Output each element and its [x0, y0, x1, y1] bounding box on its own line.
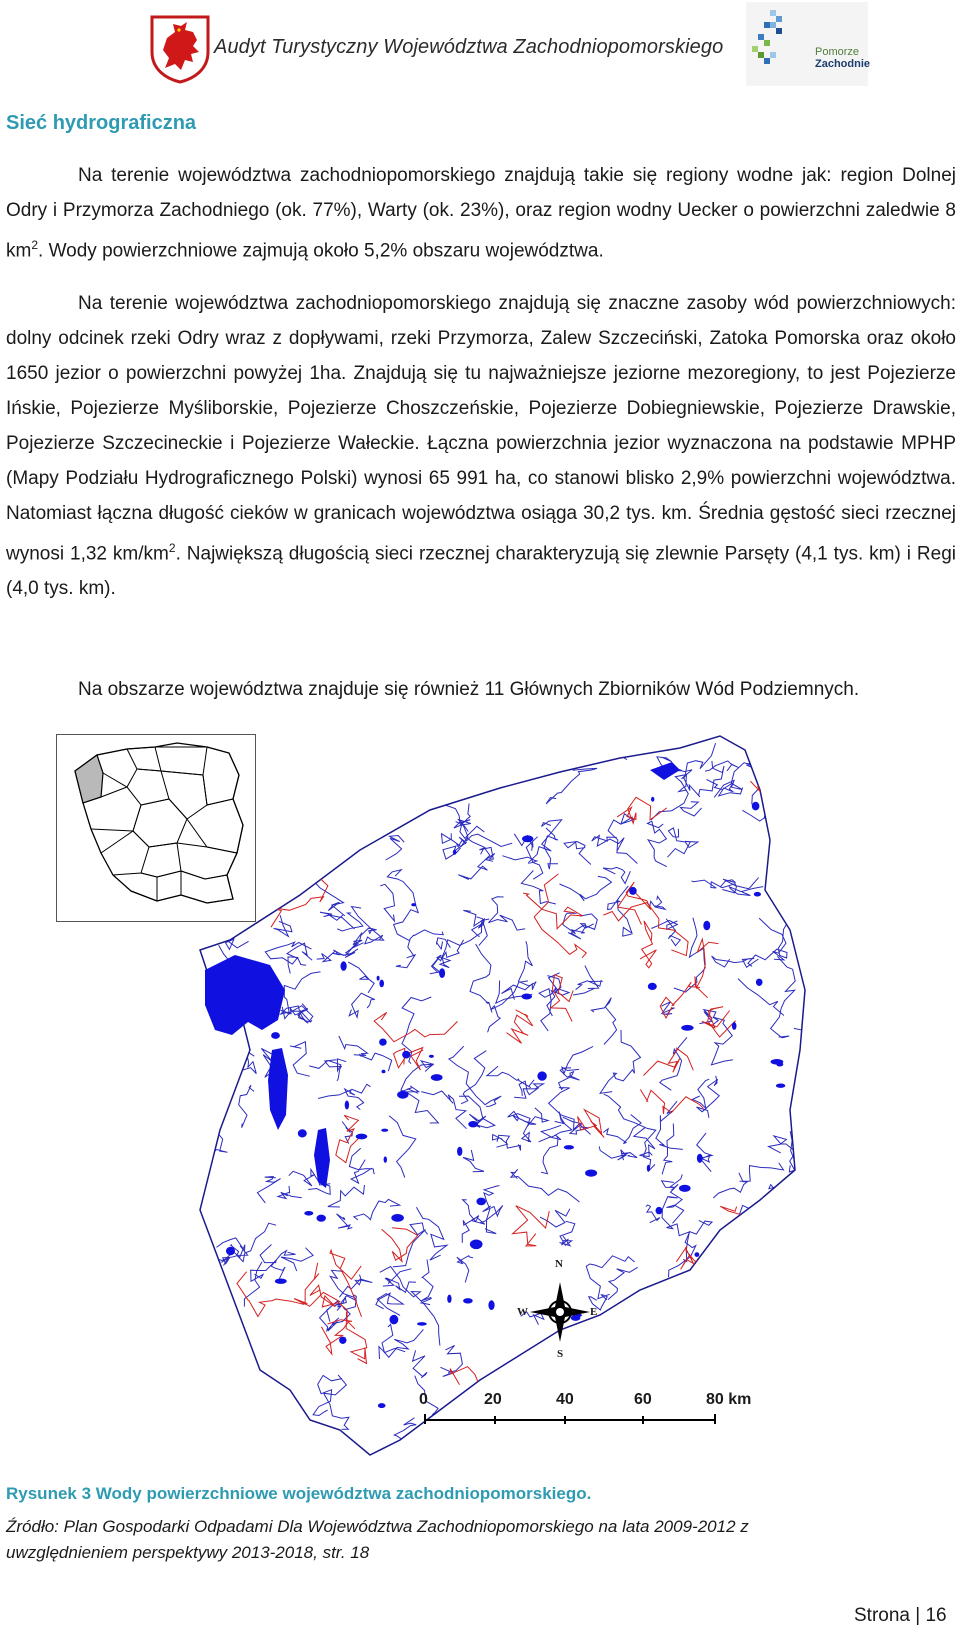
river-line: [239, 832, 258, 847]
river-line: [333, 754, 357, 802]
river-line: [709, 1330, 743, 1387]
lake: [381, 1129, 388, 1132]
river-line: [633, 1438, 673, 1460]
figure-caption: Rysunek 3 Wody powierzchniowe województwa zachodniopomorskiego.: [6, 1484, 592, 1503]
river-line: [764, 796, 785, 822]
superscript: 2: [31, 238, 39, 252]
river-line: [756, 1331, 792, 1358]
river-line: [676, 1305, 723, 1346]
paragraph-text: . Wody powierzchniowe zajmują około 5,2% obszaru województwa.: [38, 240, 604, 262]
lake: [470, 1240, 483, 1250]
river-line: [773, 1361, 803, 1390]
river-line: [264, 796, 299, 829]
catchment-border: [280, 1416, 311, 1445]
river-line: [209, 1358, 224, 1425]
logo-line2: Zachodnie: [815, 58, 871, 70]
paragraph-text: Na terenie województwa zachodniopomorskiego znajdują się znaczne zasoby wód powierzchniowych: dolny odcinek rzeki Odry wraz z dopływami, rzeki Przymorza, Zalew Szczeciński, Zatoka Pomorska oraz około 1650 jezior o powierzchni powyżej 1ha. Znajdują się tu najważniejsze jeziorne mezoregiony, to jest Pojezierze Ińskie, Pojezierze Myśliborskie, Pojezierze Choszczeńskie, Pojezierze Dobiegniewskie, Pojezierze Drawskie, Pojezierze Szczecineckie i Pojezierze Wałeckie. Łączna powierzchnia jezior wyznaczona na podstawie MPHP (Mapy Podziału Hydrograficznego Polski) wynosi 65 991 ha, co stanowi blisko 2,9% powierzchni województwa. Natomiast łączna długość cieków w granicach województwa osiąga 30,2 tys. km. Średnia gęstość sieci rzecznej wynosi 1,32 km/km: [6, 293, 956, 565]
paragraph-water-resources: [6, 286, 956, 606]
lake: [232, 1388, 244, 1392]
river-line: [213, 1366, 243, 1394]
section-heading: Sieć hydrograficzna: [6, 112, 197, 134]
logo-line1: Pomorze: [815, 46, 860, 58]
catchment-border: [246, 793, 309, 835]
lake: [431, 1074, 443, 1081]
lake: [457, 1147, 462, 1156]
lake: [776, 1084, 785, 1088]
lake: [773, 1288, 779, 1295]
paragraph-groundwater: [6, 672, 956, 707]
lake: [275, 1279, 287, 1284]
lake: [411, 903, 416, 906]
river-line: [211, 851, 252, 872]
river-line: [718, 1233, 740, 1253]
river-line: [603, 748, 627, 760]
lake: [585, 1170, 597, 1177]
lake: [754, 892, 761, 897]
lake: [226, 1247, 235, 1256]
lake: [651, 797, 654, 802]
river-line: [776, 1179, 802, 1229]
catchment-border: [336, 781, 372, 818]
page-header: [0, 0, 960, 92]
source-line: uwzględnieniem perspektywy 2013-2018, str. 18: [6, 1543, 370, 1562]
lake: [417, 1322, 427, 1326]
scale-label-60: 60: [634, 1391, 652, 1408]
catchment-border: [532, 1371, 555, 1411]
river-line: [307, 764, 330, 799]
river-line: [587, 1368, 607, 1400]
river-line: [741, 1229, 759, 1242]
lake: [304, 1211, 313, 1216]
lake: [463, 1298, 473, 1303]
lake: [402, 1051, 410, 1059]
river-line: [364, 788, 381, 803]
river-line: [750, 1210, 768, 1245]
river-line: [541, 1444, 569, 1460]
region-outline: [200, 736, 805, 1455]
river-line: [311, 797, 337, 814]
river-line: [293, 1432, 317, 1448]
river-line: [803, 737, 831, 759]
lake: [703, 921, 710, 930]
surface-water-map-figure: [0, 730, 960, 1460]
river-line: [739, 1344, 787, 1357]
river-line: [773, 762, 792, 791]
river-line: [773, 843, 793, 900]
river-line: [565, 1367, 593, 1386]
logo-text: [815, 46, 870, 70]
lake: [447, 1295, 451, 1303]
lake: [709, 1279, 721, 1283]
lake: [770, 844, 780, 853]
lake: [752, 802, 760, 811]
river-line: [737, 1351, 779, 1381]
lake: [345, 1101, 349, 1110]
lake: [488, 1300, 494, 1310]
lake: [271, 1032, 280, 1039]
lake: [397, 1091, 408, 1099]
river-line: [330, 763, 358, 821]
lake: [589, 1387, 593, 1393]
scale-bar: [415, 1410, 735, 1440]
catchment-border: [680, 1315, 718, 1353]
river-line: [395, 746, 453, 805]
source-line: Źródło: Plan Gospodarki Odpadami Dla Województwa Zachodniopomorskiego na lata 2009-2012 z: [6, 1517, 749, 1536]
pomorze-zachodnie-logo: [746, 2, 871, 86]
lake: [379, 980, 384, 988]
figure-source: [6, 1514, 866, 1566]
river-line: [237, 1423, 277, 1460]
lake: [468, 1121, 478, 1127]
lake: [317, 1215, 326, 1222]
lake: [390, 1315, 399, 1325]
catchment-border: [756, 1401, 808, 1427]
scale-label-40: 40: [556, 1391, 574, 1408]
lake: [522, 835, 533, 842]
river-line: [703, 1439, 736, 1460]
lake: [377, 976, 380, 981]
lake: [476, 1198, 486, 1206]
lake: [679, 1185, 691, 1192]
page-number: Strona | 16: [854, 1605, 947, 1626]
river-line: [204, 868, 258, 890]
lake: [697, 1154, 703, 1163]
lake: [784, 845, 795, 855]
lake: [341, 961, 347, 971]
river-line: [221, 793, 239, 814]
river-line: [213, 808, 228, 856]
river-line: [721, 1269, 750, 1282]
lake: [648, 983, 657, 990]
catchment-border: [493, 734, 514, 782]
river-line: [785, 1406, 810, 1417]
lake: [537, 1071, 546, 1080]
river-line: [722, 1286, 744, 1303]
river-line: [248, 1388, 281, 1435]
lake: [384, 1156, 387, 1162]
lake: [564, 1145, 574, 1149]
lake: [356, 1134, 368, 1140]
river-line: [305, 787, 328, 837]
river-line: [352, 771, 367, 783]
compass-n: N: [555, 1258, 563, 1270]
lake: [298, 1129, 307, 1137]
lake: [656, 1207, 663, 1214]
lake: [647, 1165, 650, 1172]
river-line: [647, 1286, 687, 1308]
lake: [378, 1403, 386, 1408]
lake: [382, 1070, 386, 1074]
river-line: [198, 762, 250, 804]
lake: [531, 1363, 542, 1372]
lake: [276, 801, 286, 810]
river-line: [679, 1292, 698, 1311]
compass-e: E: [590, 1306, 598, 1318]
lake: [756, 979, 763, 986]
river-line: [759, 1374, 790, 1410]
lake: [453, 850, 457, 855]
paragraph-water-regions: [6, 158, 956, 268]
superscript: 2: [168, 541, 176, 555]
river-line: [789, 1366, 817, 1392]
paragraph-text: Na obszarze województwa znajduje się również 11 Głównych Zbiorników Wód Podziemnych.: [78, 679, 860, 700]
voivodeship-water-map: [0, 730, 960, 1460]
lake: [439, 968, 445, 978]
lake: [713, 1289, 716, 1293]
lake: [339, 1337, 346, 1344]
paragraph-text: . Największą długością sieci rzecznej charakteryzują się zlewnie Parsęty (4,1 tys. km) i Regi (4,0 tys. km).: [6, 543, 957, 600]
scale-label-0: 0: [419, 1391, 428, 1408]
river-line: [300, 823, 330, 833]
griffin-crest-icon: [149, 14, 211, 84]
river-line: [767, 1417, 797, 1436]
lake: [776, 1062, 783, 1066]
scale-label-80: 80 km: [706, 1391, 752, 1408]
river-line: [413, 757, 437, 801]
river-line: [768, 746, 789, 766]
lake: [433, 791, 443, 798]
lake: [701, 1263, 713, 1272]
lake: [695, 1252, 700, 1257]
river-line: [706, 1281, 724, 1295]
catchment-border: [780, 1367, 816, 1385]
compass-w: W: [517, 1306, 528, 1318]
river-line: [146, 1332, 201, 1357]
lake: [612, 1321, 623, 1328]
compass-s: S: [557, 1348, 564, 1360]
pixel-mosaic-icon: [746, 6, 816, 76]
scale-label-20: 20: [484, 1391, 502, 1408]
river-line: [797, 1280, 822, 1325]
lake: [429, 1055, 434, 1058]
paragraph-text: Na terenie województwa zachodniopomorskiego znajdują takie się regiony wodne jak: region Dolnej Odry i Przymorza Zachodniego (ok. 77%), Warty (ok. 23%), oraz region wodny Uecker o powierzchni zaledwie 8 km: [6, 165, 956, 262]
lake: [629, 887, 637, 895]
river-line: [602, 1331, 628, 1350]
river-line: [669, 1342, 695, 1358]
compass-rose-icon: [520, 1272, 600, 1352]
lake: [379, 1039, 387, 1046]
lake: [732, 1022, 737, 1030]
lake: [391, 1214, 404, 1222]
lake: [681, 1025, 693, 1031]
lake: [521, 994, 532, 1000]
header-title: Audyt Turystyczny Województwa Zachodniopomorskiego: [214, 36, 724, 58]
